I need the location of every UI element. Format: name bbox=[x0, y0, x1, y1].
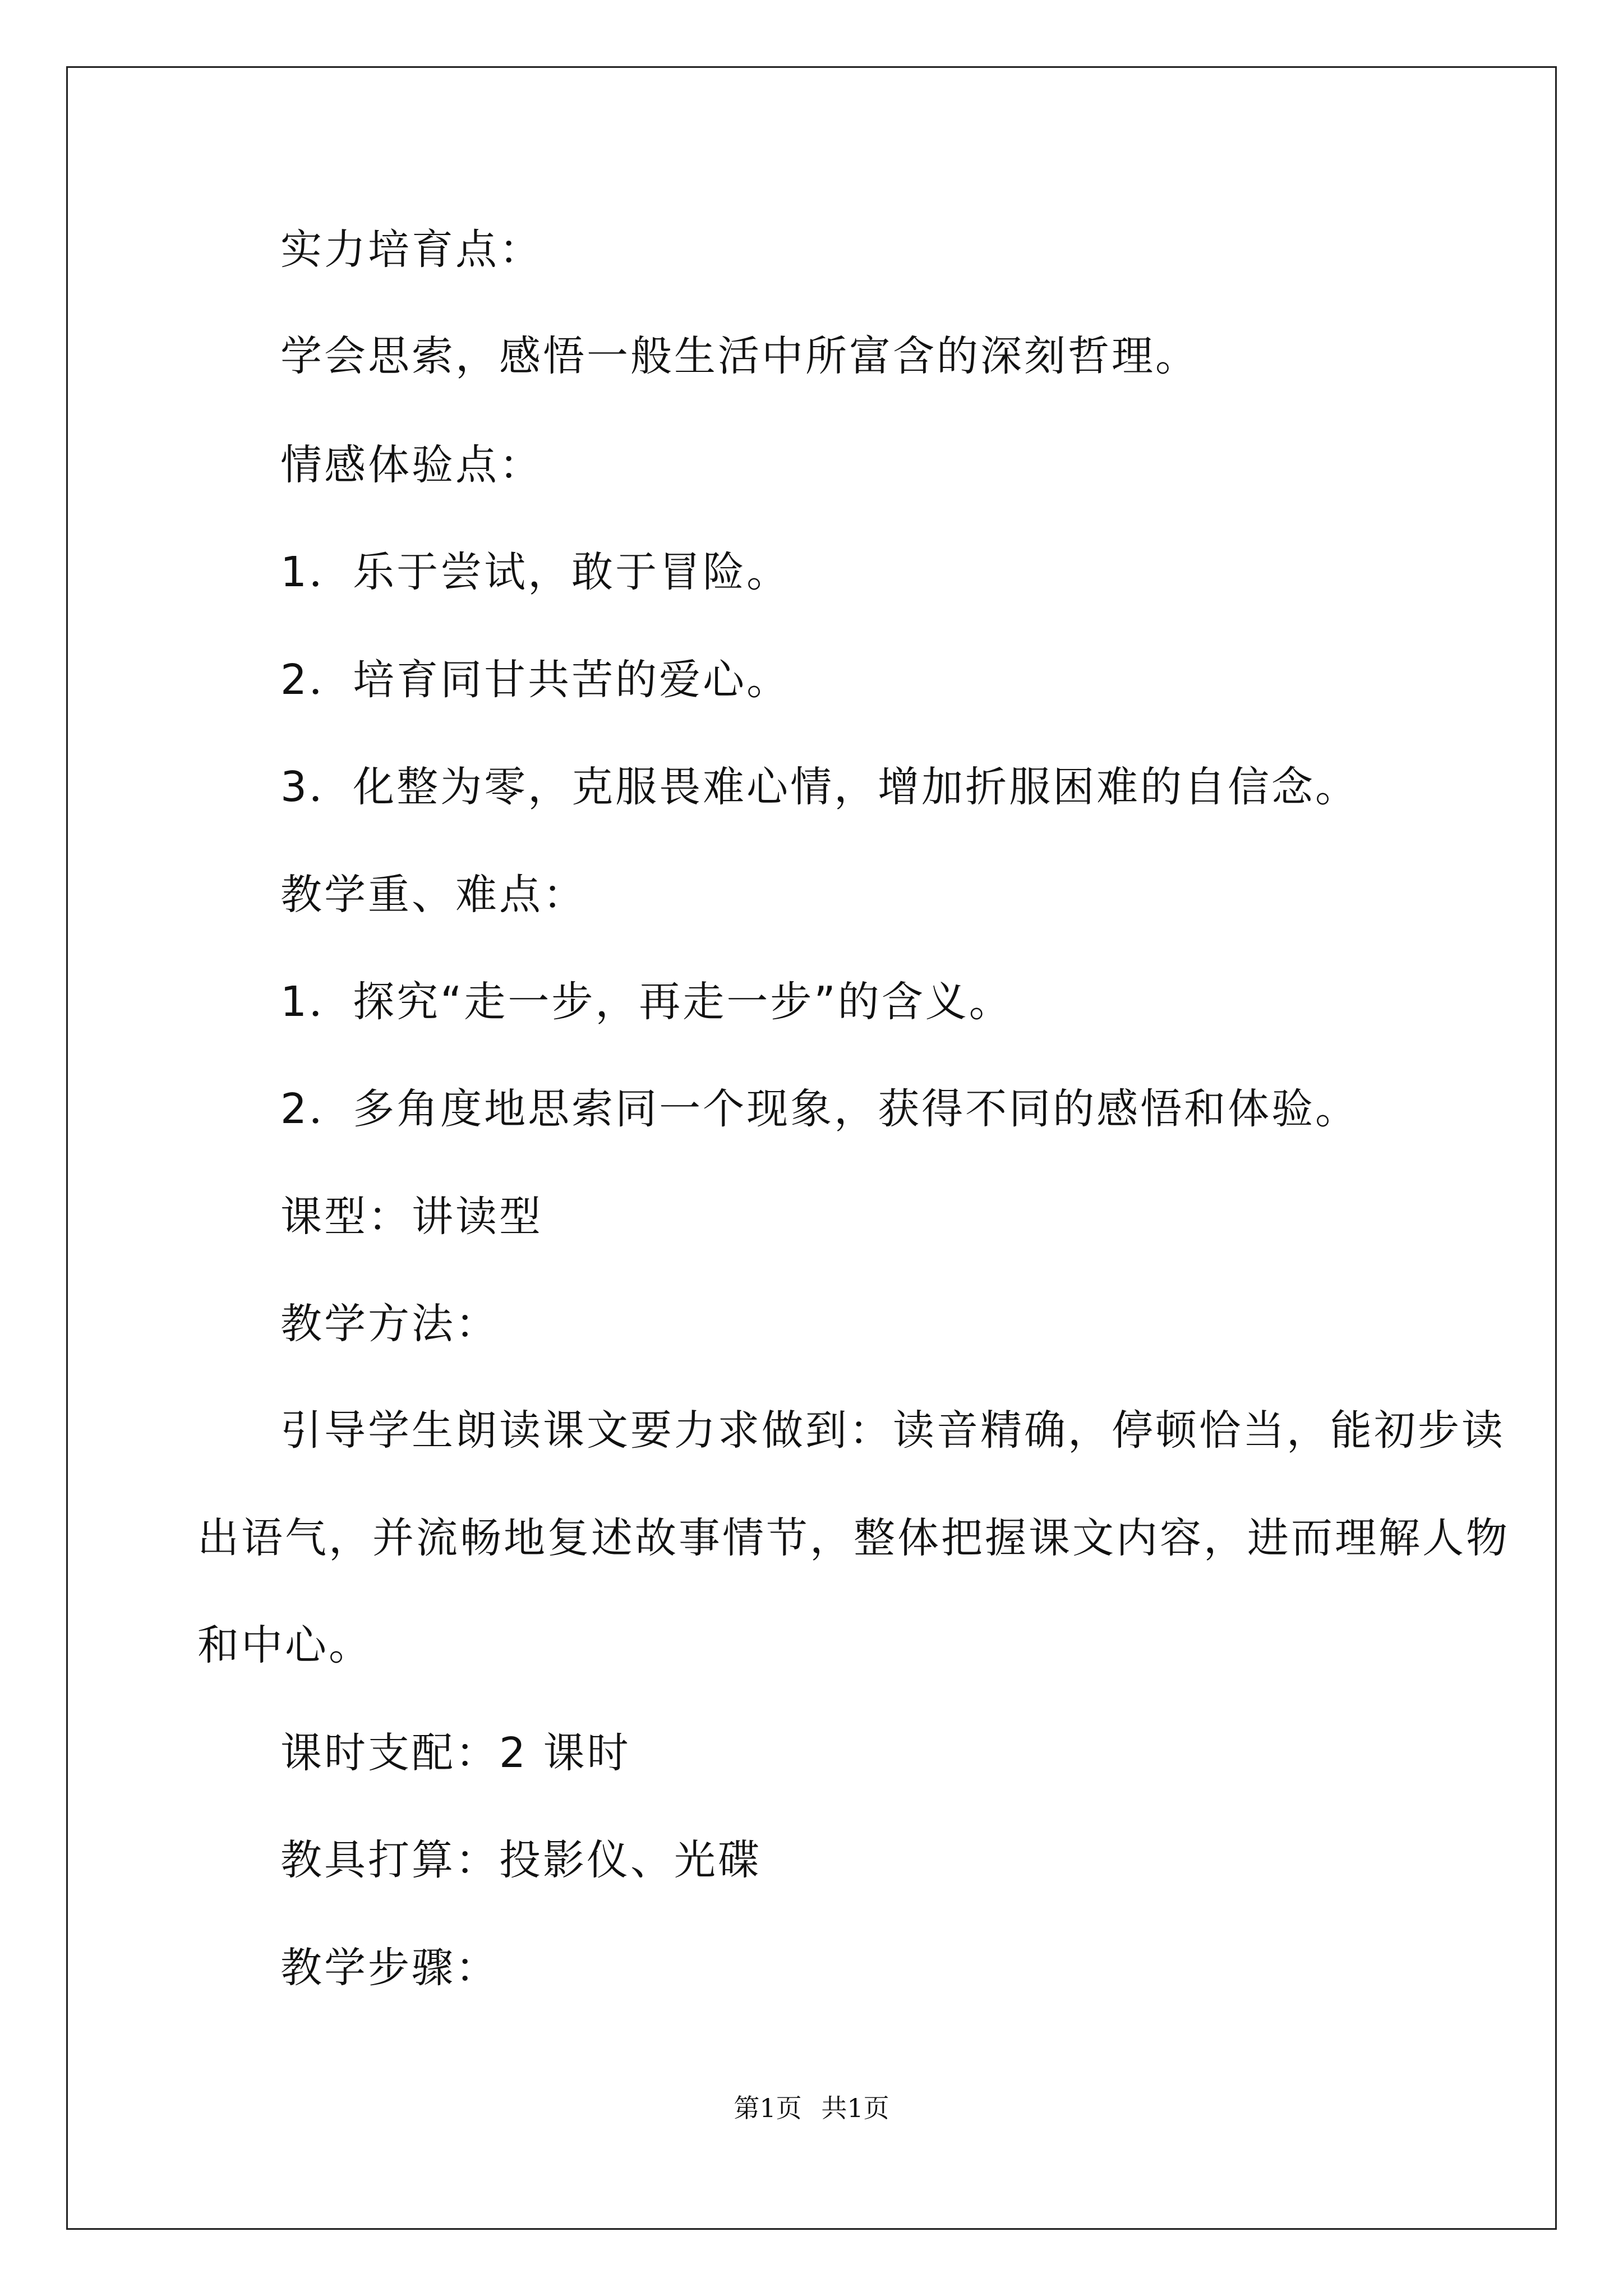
heading-emotion-points: 情感体验点： bbox=[280, 441, 543, 489]
list-item-key-1: 1．探究“走一步，再走一步”的含义。 bbox=[280, 978, 1013, 1026]
class-hours: 课时支配：2 课时 bbox=[280, 1729, 631, 1777]
lesson-type: 课型：讲读型 bbox=[280, 1193, 543, 1241]
page-footer bbox=[0, 2091, 1623, 2125]
teaching-aids: 教具打算：投影仪、光碟 bbox=[280, 1836, 762, 1884]
heading-ability-points: 实力培育点： bbox=[280, 226, 543, 274]
heading-key-difficult: 教学重、难点： bbox=[280, 871, 587, 919]
paragraph-method-line-2: 出语气，并流畅地复述故事情节，整体把握课文内容，进而理解人物 bbox=[197, 1514, 1510, 1562]
paragraph-ability-text: 学会思索，感悟一般生活中所富含的深刻哲理。 bbox=[280, 332, 1199, 380]
page-number: 第1页 bbox=[734, 2093, 802, 2123]
heading-teaching-steps: 教学步骤： bbox=[280, 1944, 499, 1992]
list-item-emotion-2: 2．培育同甘共苦的爱心。 bbox=[280, 656, 791, 704]
page-border bbox=[66, 66, 1557, 2230]
list-item-emotion-1: 1．乐于尝试，敢于冒险。 bbox=[280, 548, 791, 596]
heading-teaching-method: 教学方法： bbox=[280, 1300, 499, 1348]
list-item-key-2: 2．多角度地思索同一个现象，获得不同的感悟和体验。 bbox=[280, 1085, 1359, 1133]
list-item-emotion-3: 3．化整为零，克服畏难心情，增加折服困难的自信念。 bbox=[280, 763, 1359, 811]
paragraph-method-line-1: 引导学生朗读课文要力求做到：读音精确，停顿恰当，能初步读 bbox=[280, 1406, 1505, 1455]
page-total: 共1页 bbox=[821, 2093, 889, 2123]
paragraph-method-line-3: 和中心。 bbox=[197, 1621, 372, 1669]
